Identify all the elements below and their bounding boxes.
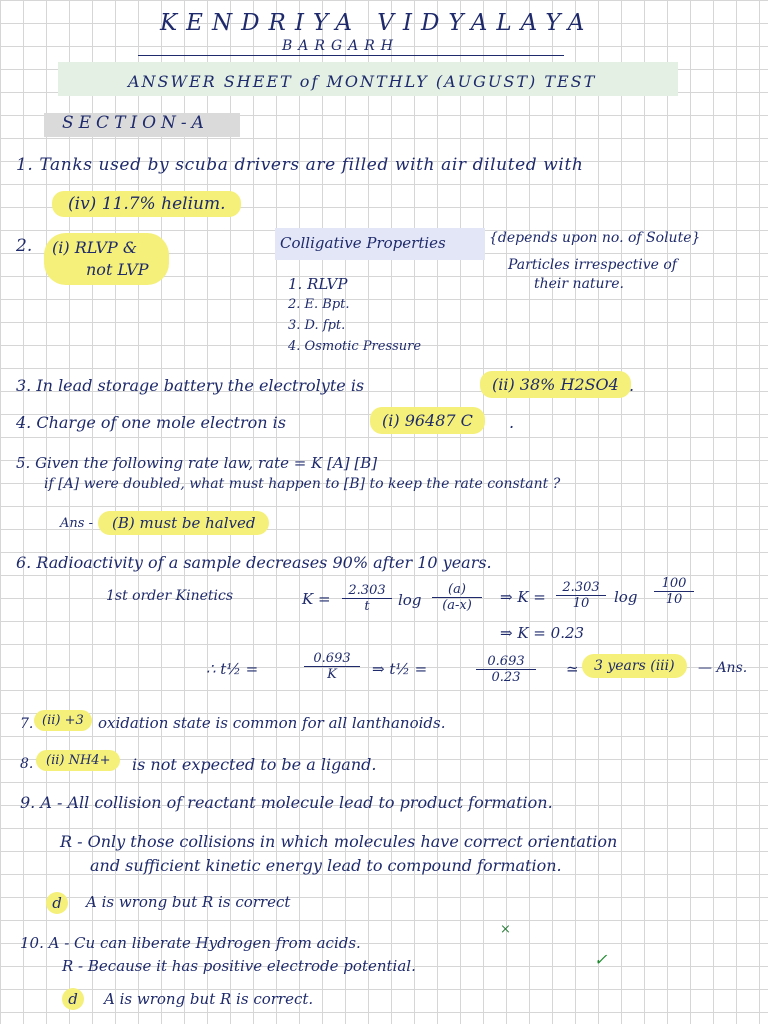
q6-text: 6. Radioactivity of a sample decreases 90% after 10 years.: [16, 553, 492, 572]
colligative-item-4: 4. Osmotic Pressure: [288, 339, 422, 354]
q6-order: 1st order Kinetics: [106, 588, 234, 604]
q6-frac4: [654, 576, 694, 607]
colligative-item-1: 1. RLVP: [288, 275, 348, 293]
colligative-item-3: 3. D. fpt.: [288, 318, 346, 333]
q6-frac2-num: (a): [432, 582, 482, 598]
q6-frac5: [304, 651, 360, 682]
q3-end: .: [629, 376, 635, 395]
q2-answer-line1: (i) RLVP &: [52, 238, 138, 257]
section-title: SECTION-A: [62, 113, 209, 133]
brace-note-line1: {depends upon no. of Solute}: [489, 230, 701, 246]
q4-text: 4. Charge of one mole electron is: [16, 413, 286, 432]
q6-frac1: [342, 583, 392, 614]
q9-option: d: [46, 892, 68, 914]
q7-number: 7.: [20, 716, 34, 732]
q6-frac6-den: 0.23: [491, 670, 521, 685]
school-place: BARGARH: [282, 38, 399, 54]
q10-line1: 10. A - Cu can liberate Hydrogen from acids.: [20, 934, 361, 952]
q3-answer: (ii) 38% H2SO4: [480, 371, 631, 398]
q5-ans-label: Ans -: [60, 516, 93, 531]
q9-answer: A is wrong but R is correct: [86, 893, 291, 911]
q6-frac6: [476, 654, 536, 685]
brace-note-line2: Particles irrespective of: [508, 257, 677, 273]
q8-answer: (ii) NH4+: [36, 750, 120, 771]
q6-answer: 3 years (iii): [582, 654, 687, 678]
q6-frac2-den: (a-x): [442, 598, 472, 613]
q6-frac1-num: 2.303: [342, 583, 392, 599]
q6-arrow1: ⇒ K =: [500, 588, 546, 606]
q6-frac3-num: 2.303: [556, 580, 606, 596]
q5-line1: 5. Given the following rate law, rate = K [A] [B]: [16, 454, 378, 472]
q6-ans-suffix: — Ans.: [698, 660, 748, 676]
colligative-title: Colligative Properties: [280, 234, 446, 252]
school-name: KENDRIYA VIDYALAYA: [160, 10, 594, 36]
q5-line2: if [A] were doubled, what must happen to [B] to keep the rate constant ?: [44, 476, 561, 492]
q8-number: 8.: [20, 756, 34, 772]
q1-answer: (iv) 11.7% helium.: [52, 191, 241, 217]
q6-therefore: ∴ t½ =: [206, 660, 259, 678]
q10-option: d: [62, 988, 84, 1010]
q9-line3: and sufficient kinetic energy lead to compound formation.: [90, 856, 562, 875]
brace-note-line3: their nature.: [534, 276, 624, 292]
q4-answer: (i) 96487 C: [370, 407, 485, 434]
q6-k-value: ⇒ K = 0.23: [500, 624, 585, 642]
q6-frac4-num: 100: [654, 576, 694, 592]
q6-frac3: [556, 580, 606, 611]
q6-frac3-den: 10: [572, 596, 590, 611]
q6-log2: log: [614, 588, 638, 606]
q1-text: 1. Tanks used by scuba drivers are filled with air diluted with: [16, 155, 584, 175]
q6-frac1-den: t: [364, 599, 370, 614]
sheet-title: ANSWER SHEET of MONTHLY (AUGUST) TEST: [128, 72, 597, 91]
q6-frac2: [432, 582, 482, 613]
q2-answer-line2: not LVP: [86, 260, 149, 279]
q9-line1: 9. A - All collision of reactant molecule lead to product formation.: [20, 793, 553, 812]
q10-cross-mark: ×: [500, 922, 511, 937]
q10-line2: R - Because it has positive electrode potential.: [62, 957, 416, 975]
q6-frac6-num: 0.693: [476, 654, 536, 670]
q2-number: 2.: [16, 236, 33, 256]
q3-text: 3. In lead storage battery the electrolyte is: [16, 376, 365, 395]
header-underline: [138, 55, 564, 56]
q8-text: is not expected to be a ligand.: [132, 755, 377, 774]
q7-answer: (ii) +3: [34, 710, 92, 731]
q10-tick-mark: ✓: [594, 950, 608, 969]
q4-end: .: [509, 413, 515, 432]
q5-answer: (B) must be halved: [98, 511, 269, 535]
q6-arrow2: ⇒ t½ =: [372, 660, 428, 678]
q6-log1: log: [398, 591, 422, 609]
q6-approx: ≃: [566, 660, 579, 678]
q7-text: oxidation state is common for all lanthanoids.: [98, 714, 446, 732]
q6-k-label: K =: [302, 590, 331, 608]
colligative-item-2: 2. E. Bpt.: [288, 297, 350, 312]
q6-frac5-num: 0.693: [304, 651, 360, 667]
q9-line2: R - Only those collisions in which molecules have correct orientation: [60, 832, 618, 851]
q10-answer: A is wrong but R is correct.: [104, 990, 314, 1008]
q6-frac5-den: K: [327, 667, 337, 682]
q6-frac4-den: 10: [665, 592, 683, 607]
